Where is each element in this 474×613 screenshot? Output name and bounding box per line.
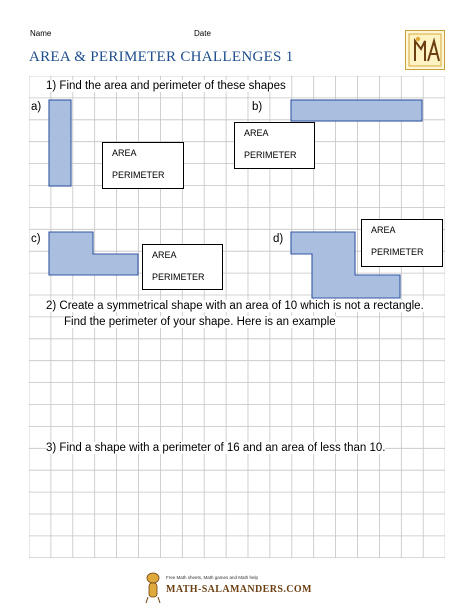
- area-label: AREA: [244, 128, 269, 138]
- footer-tagline: Free Math sheets, Math games and Math help: [166, 575, 259, 580]
- shape-c-answer-box[interactable]: [142, 244, 223, 290]
- date-label: Date: [194, 29, 211, 38]
- footer-logo: [144, 570, 314, 606]
- shape-b-label: b): [252, 101, 263, 113]
- shape-d-label: d): [273, 233, 284, 245]
- question-3: 3) Find a shape with a perimeter of 16 and an area of less than 10.: [46, 442, 386, 454]
- perimeter-label: PERIMETER: [244, 150, 297, 160]
- perimeter-label: PERIMETER: [371, 247, 424, 257]
- footer-brand: MATH-SALAMANDERS.COM: [166, 584, 312, 595]
- area-label: AREA: [152, 250, 177, 260]
- area-label: AREA: [112, 148, 137, 158]
- shape-c-label: c): [31, 233, 41, 245]
- question-1: 1) Find the area and perimeter of these shapes: [46, 80, 286, 92]
- area-label: AREA: [371, 225, 396, 235]
- shape-a-label: a): [31, 101, 42, 113]
- shape-b-answer-box[interactable]: [234, 122, 315, 169]
- perimeter-label: PERIMETER: [112, 170, 165, 180]
- salamander-logo-icon: [405, 30, 445, 70]
- shape-c: [49, 232, 138, 275]
- question-2-line-1: 2) Create a symmetrical shape with an area of 10 which is not a rectangle.: [46, 300, 424, 312]
- salamander-icon: [144, 570, 162, 604]
- name-label: Name: [30, 29, 52, 38]
- perimeter-label: PERIMETER: [152, 272, 205, 282]
- shape-b: [291, 100, 422, 121]
- shape-a: [49, 100, 71, 186]
- page-title: AREA & PERIMETER CHALLENGES 1: [29, 49, 294, 65]
- shape-a-answer-box[interactable]: [102, 142, 184, 189]
- shape-d-answer-box[interactable]: [361, 219, 443, 267]
- question-2-line-2: Find the perimeter of your shape. Here is an example: [64, 316, 336, 328]
